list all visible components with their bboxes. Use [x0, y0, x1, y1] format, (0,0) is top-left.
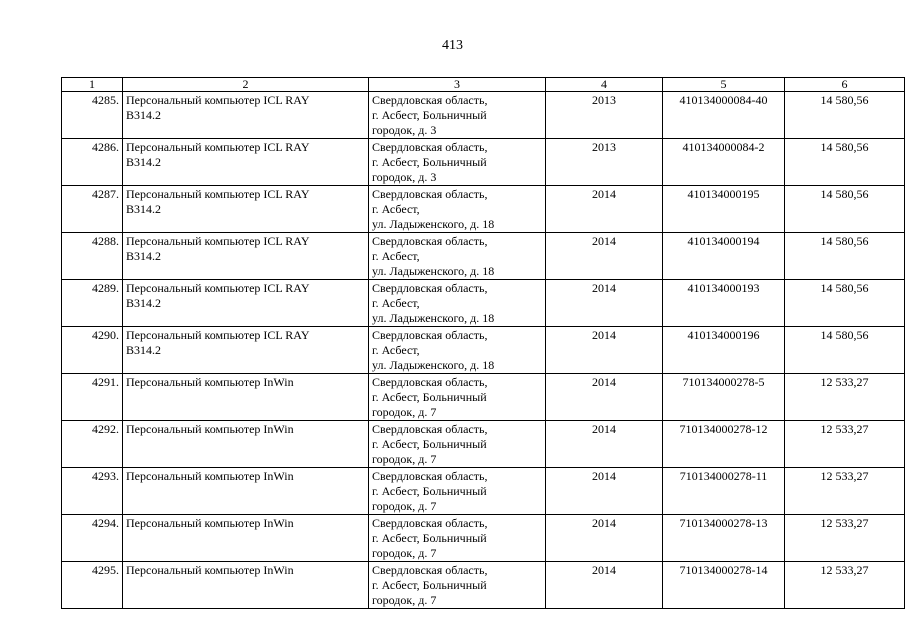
cost-cell: 12 533,27 — [785, 468, 905, 515]
column-header: 4 — [546, 78, 663, 92]
inventory-number-cell: 710134000278-11 — [663, 468, 785, 515]
cost-cell: 14 580,56 — [785, 327, 905, 374]
address-cell-line: ул. Ладыженского, д. 18 — [372, 217, 495, 231]
row-number-cell: 4289. — [62, 280, 123, 327]
column-header: 5 — [663, 78, 785, 92]
row-number-cell: 4285. — [62, 92, 123, 139]
address-cell — [369, 92, 546, 139]
item-name-cell-line: B314.2 — [126, 202, 162, 216]
year-cell: 2014 — [546, 233, 663, 280]
row-number-cell: 4288. — [62, 233, 123, 280]
year-cell: 2014 — [546, 280, 663, 327]
item-name-cell — [123, 421, 369, 468]
column-header: 1 — [62, 78, 123, 92]
cost-cell: 14 580,56 — [785, 139, 905, 186]
address-cell — [369, 421, 546, 468]
item-name-cell-line: Персональный компьютер InWin — [126, 422, 294, 436]
item-name-cell-line: B314.2 — [126, 108, 162, 122]
table-row — [62, 374, 905, 421]
item-name-cell-line: Персональный компьютер ICL RAY — [126, 140, 310, 154]
year-cell: 2013 — [546, 139, 663, 186]
item-name-cell — [123, 280, 369, 327]
cost-cell: 12 533,27 — [785, 562, 905, 609]
item-name-cell-line: Персональный компьютер ICL RAY — [126, 328, 310, 342]
address-cell-line: ул. Ладыженского, д. 18 — [372, 358, 495, 372]
item-name-cell-line: Персональный компьютер InWin — [126, 469, 294, 483]
table-row — [62, 562, 905, 609]
address-cell-line: г. Асбест, Больничный — [372, 108, 487, 122]
address-cell-line: Свердловская область, — [372, 328, 488, 342]
address-cell — [369, 562, 546, 609]
address-cell-line: Свердловская область, — [372, 516, 488, 530]
table-row — [62, 139, 905, 186]
item-name-cell-line: B314.2 — [126, 155, 162, 169]
row-number-cell: 4286. — [62, 139, 123, 186]
address-cell — [369, 280, 546, 327]
column-header: 6 — [785, 78, 905, 92]
table-row — [62, 421, 905, 468]
address-cell-line: городок, д. 7 — [372, 452, 437, 466]
table-row — [62, 186, 905, 233]
item-name-cell-line: Персональный компьютер ICL RAY — [126, 234, 310, 248]
item-name-cell-line: Персональный компьютер InWin — [126, 563, 294, 577]
address-cell-line: г. Асбест, — [372, 249, 420, 263]
row-number-cell: 4295. — [62, 562, 123, 609]
column-header: 2 — [123, 78, 369, 92]
year-cell: 2014 — [546, 468, 663, 515]
address-cell-line: г. Асбест, Больничный — [372, 531, 487, 545]
year-cell: 2014 — [546, 186, 663, 233]
cost-cell: 12 533,27 — [785, 374, 905, 421]
address-cell — [369, 186, 546, 233]
address-cell-line: Свердловская область, — [372, 375, 488, 389]
table-body — [62, 92, 905, 609]
item-name-cell — [123, 562, 369, 609]
cost-cell: 12 533,27 — [785, 515, 905, 562]
item-name-cell-line: B314.2 — [126, 249, 162, 263]
year-cell: 2013 — [546, 92, 663, 139]
item-name-cell-line: B314.2 — [126, 296, 162, 310]
address-cell-line: Свердловская область, — [372, 281, 488, 295]
item-name-cell-line: Персональный компьютер ICL RAY — [126, 187, 310, 201]
table-row — [62, 515, 905, 562]
item-name-cell-line: Персональный компьютер InWin — [126, 516, 294, 530]
address-cell-line: ул. Ладыженского, д. 18 — [372, 311, 495, 325]
address-cell — [369, 233, 546, 280]
address-cell-line: г. Асбест, — [372, 296, 420, 310]
table-row — [62, 280, 905, 327]
address-cell-line: ул. Ладыженского, д. 18 — [372, 264, 495, 278]
address-cell-line: городок, д. 3 — [372, 123, 437, 137]
item-name-cell — [123, 468, 369, 515]
item-name-cell-line: Персональный компьютер InWin — [126, 375, 294, 389]
item-name-cell — [123, 92, 369, 139]
page-number: 413 — [442, 38, 463, 53]
address-cell-line: г. Асбест, Больничный — [372, 437, 487, 451]
address-cell — [369, 327, 546, 374]
item-name-cell-line: B314.2 — [126, 343, 162, 357]
item-name-cell — [123, 186, 369, 233]
inventory-number-cell: 410134000195 — [663, 186, 785, 233]
row-number-cell: 4292. — [62, 421, 123, 468]
table-header-row — [62, 78, 905, 92]
row-number-cell: 4290. — [62, 327, 123, 374]
address-cell-line: Свердловская область, — [372, 187, 488, 201]
year-cell: 2014 — [546, 421, 663, 468]
column-header: 3 — [369, 78, 546, 92]
table-row — [62, 233, 905, 280]
address-cell — [369, 374, 546, 421]
item-name-cell — [123, 233, 369, 280]
address-cell — [369, 468, 546, 515]
table-row — [62, 327, 905, 374]
address-cell-line: г. Асбест, Больничный — [372, 390, 487, 404]
table-row — [62, 92, 905, 139]
address-cell-line: Свердловская область, — [372, 234, 488, 248]
row-number-cell: 4291. — [62, 374, 123, 421]
item-name-cell — [123, 515, 369, 562]
year-cell: 2014 — [546, 374, 663, 421]
year-cell: 2014 — [546, 327, 663, 374]
inventory-number-cell: 410134000196 — [663, 327, 785, 374]
address-cell-line: городок, д. 3 — [372, 170, 437, 184]
address-cell-line: г. Асбест, — [372, 202, 420, 216]
row-number-cell: 4293. — [62, 468, 123, 515]
cost-cell: 12 533,27 — [785, 421, 905, 468]
address-cell-line: г. Асбест, Больничный — [372, 484, 487, 498]
property-registry-table — [61, 77, 905, 609]
cost-cell: 14 580,56 — [785, 233, 905, 280]
inventory-number-cell: 410134000193 — [663, 280, 785, 327]
address-cell-line: городок, д. 7 — [372, 593, 437, 607]
address-cell-line: г. Асбест, — [372, 343, 420, 357]
address-cell — [369, 515, 546, 562]
year-cell: 2014 — [546, 562, 663, 609]
row-number-cell: 4287. — [62, 186, 123, 233]
address-cell — [369, 139, 546, 186]
address-cell-line: городок, д. 7 — [372, 499, 437, 513]
item-name-cell — [123, 374, 369, 421]
item-name-cell-line: Персональный компьютер ICL RAY — [126, 281, 310, 295]
inventory-number-cell: 710134000278-5 — [663, 374, 785, 421]
cost-cell: 14 580,56 — [785, 92, 905, 139]
address-cell-line: Свердловская область, — [372, 469, 488, 483]
year-cell: 2014 — [546, 515, 663, 562]
address-cell-line: Свердловская область, — [372, 140, 488, 154]
inventory-number-cell: 710134000278-13 — [663, 515, 785, 562]
inventory-number-cell: 710134000278-12 — [663, 421, 785, 468]
item-name-cell-line: Персональный компьютер ICL RAY — [126, 93, 310, 107]
address-cell-line: городок, д. 7 — [372, 405, 437, 419]
address-cell-line: городок, д. 7 — [372, 546, 437, 560]
address-cell-line: Свердловская область, — [372, 563, 488, 577]
item-name-cell — [123, 327, 369, 374]
inventory-number-cell: 410134000194 — [663, 233, 785, 280]
table-row — [62, 468, 905, 515]
address-cell-line: Свердловская область, — [372, 422, 488, 436]
inventory-number-cell: 710134000278-14 — [663, 562, 785, 609]
row-number-cell: 4294. — [62, 515, 123, 562]
address-cell-line: Свердловская область, — [372, 93, 488, 107]
address-cell-line: г. Асбест, Больничный — [372, 578, 487, 592]
address-cell-line: г. Асбест, Больничный — [372, 155, 487, 169]
cost-cell: 14 580,56 — [785, 186, 905, 233]
inventory-number-cell: 410134000084-40 — [663, 92, 785, 139]
item-name-cell — [123, 139, 369, 186]
cost-cell: 14 580,56 — [785, 280, 905, 327]
inventory-number-cell: 410134000084-2 — [663, 139, 785, 186]
